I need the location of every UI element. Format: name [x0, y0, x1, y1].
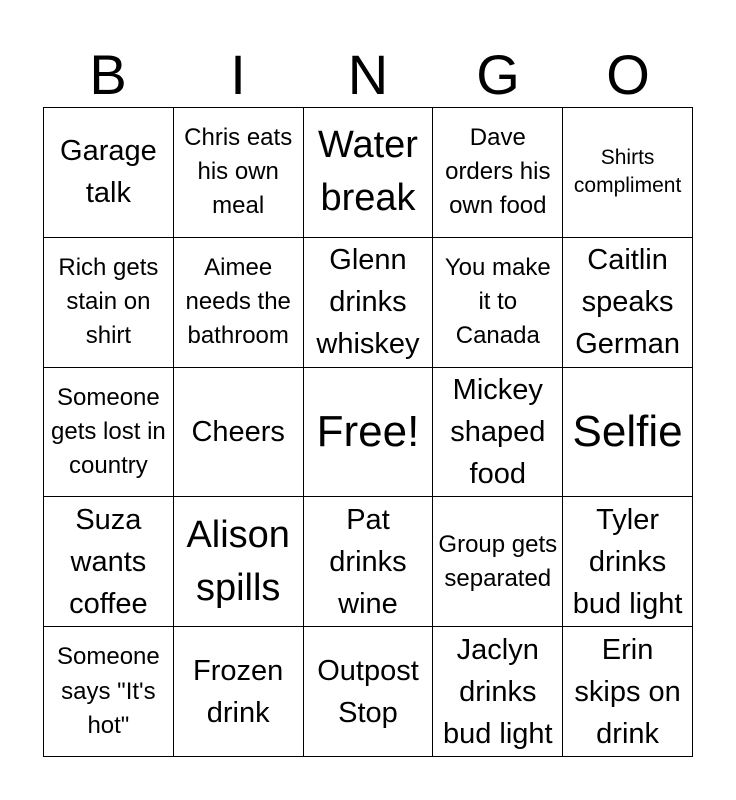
cell-text: Frozen drink — [193, 654, 284, 729]
cell-text: Dave orders his own food — [445, 124, 551, 220]
cell-text: Mickey shaped food — [450, 373, 546, 491]
bingo-cell[interactable] — [304, 238, 434, 368]
bingo-cell[interactable] — [174, 238, 304, 368]
cell-text: Caitlin speaks German — [575, 244, 680, 361]
bingo-cell[interactable] — [304, 497, 434, 627]
cell-text: Erin skips on drink — [574, 633, 681, 750]
header-letter-n: N — [347, 43, 389, 106]
cell-text: Jaclyn drinks bud light — [442, 633, 553, 750]
bingo-cell[interactable] — [174, 368, 304, 498]
bingo-cell[interactable] — [563, 497, 693, 627]
bingo-cell[interactable] — [563, 238, 693, 368]
cell-text: Garage talk — [60, 135, 157, 210]
bingo-cell[interactable] — [174, 108, 304, 238]
bingo-cell[interactable] — [44, 497, 174, 627]
bingo-cell[interactable] — [44, 627, 174, 757]
cell-text: Someone gets lost in country — [51, 383, 166, 480]
bingo-cell[interactable] — [433, 497, 563, 627]
bingo-cell[interactable] — [44, 368, 174, 498]
cell-text: Rich gets stain on shirt — [58, 254, 159, 350]
header-letter-g: G — [476, 43, 520, 106]
header-letter-o: O — [606, 43, 650, 106]
bingo-cell[interactable] — [304, 627, 434, 757]
cell-text: Outpost Stop — [317, 654, 419, 729]
bingo-header — [43, 42, 693, 108]
bingo-cell[interactable] — [433, 627, 563, 757]
cell-text: Selfie — [572, 406, 683, 456]
header-letter-b: B — [89, 43, 127, 106]
bingo-cell[interactable] — [174, 627, 304, 757]
bingo-cell[interactable] — [563, 627, 693, 757]
bingo-cell[interactable] — [44, 238, 174, 368]
cell-text: Free! — [316, 406, 420, 456]
cell-text: Alison spills — [186, 513, 290, 609]
cell-text: Water break — [318, 124, 418, 220]
cell-text: Someone says "It's hot" — [57, 643, 160, 739]
cell-text: Group gets separated — [438, 530, 558, 592]
bingo-cell[interactable] — [433, 238, 563, 368]
cell-text: Aimee needs the bathroom — [185, 254, 291, 350]
cell-text: You make it to Canada — [444, 254, 551, 350]
header-letter-i: I — [230, 43, 246, 106]
cell-text: Shirts compliment — [573, 146, 682, 198]
cell-text: Cheers — [191, 415, 285, 448]
cell-text: Glenn drinks whiskey — [316, 244, 420, 361]
cell-text: Suza wants coffee — [69, 503, 148, 620]
cell-text: Tyler drinks bud light — [572, 503, 683, 620]
bingo-cell[interactable] — [174, 497, 304, 627]
bingo-cell[interactable] — [433, 368, 563, 498]
bingo-cell[interactable] — [44, 108, 174, 238]
free-space-cell[interactable] — [304, 368, 434, 498]
cell-text: Chris eats his own meal — [184, 124, 293, 220]
bingo-card-grid — [43, 107, 693, 757]
bingo-cell[interactable] — [433, 108, 563, 238]
bingo-cell[interactable] — [563, 108, 693, 238]
bingo-cell[interactable] — [563, 368, 693, 498]
bingo-cell[interactable] — [304, 108, 434, 238]
cell-text: Pat drinks wine — [329, 503, 407, 620]
